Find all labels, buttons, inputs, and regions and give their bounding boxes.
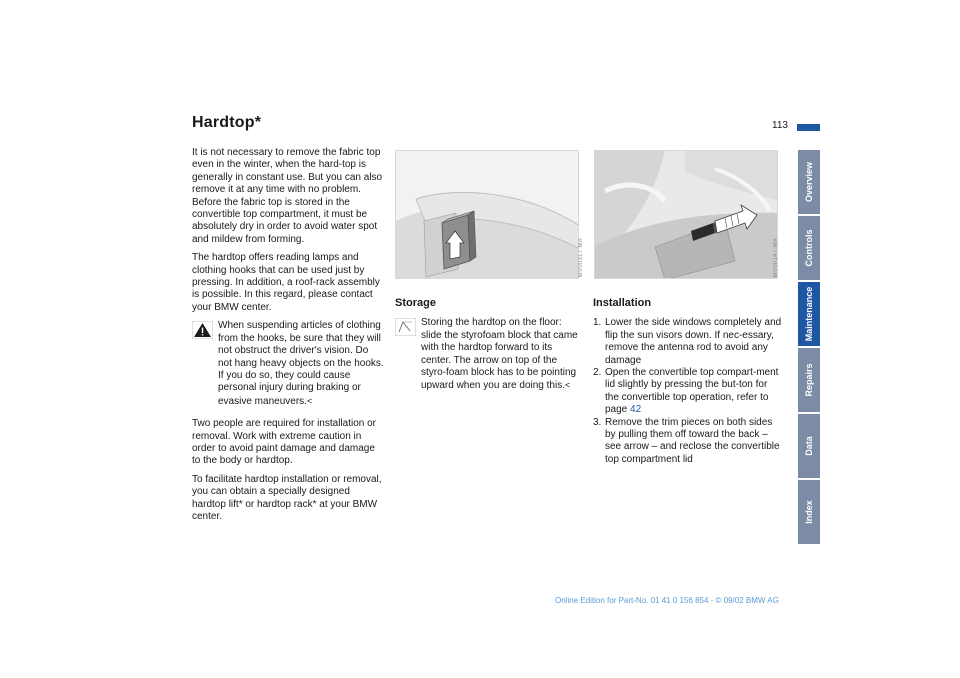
trim-removal-illustration — [595, 151, 778, 279]
step-text: Open the convertible top compart-ment lid slightly by pressing the but-ton for the convertible top operation, refer to page — [605, 367, 779, 416]
tab-label: Data — [804, 436, 814, 456]
tab-index[interactable] — [798, 480, 820, 544]
intro-column — [192, 147, 384, 529]
storage-section — [395, 297, 583, 399]
end-mark: < — [306, 395, 313, 406]
step-number: 2. — [593, 367, 602, 379]
warning-text: When suspending articles of clothing from the hooks, be sure that they will not obstruct the driver's vision. Do not hang heavy objects on the hooks. If you do so, they could cause personal injury during braking or evasive maneuvers. — [218, 320, 384, 407]
installation-step — [593, 367, 783, 417]
step-number: 1. — [593, 317, 602, 329]
step-text: Remove the trim pieces on both sides by pulling them off toward the back – see arrow – and reclose the convertible top compartment lid — [605, 416, 780, 465]
tab-maintenance[interactable] — [798, 282, 820, 346]
hardtop-storage-illustration — [396, 151, 579, 279]
tab-repairs[interactable] — [798, 348, 820, 412]
storage-note — [395, 317, 583, 392]
step-number: 3. — [593, 416, 602, 428]
storage-figure — [395, 150, 579, 279]
note-icon — [395, 318, 416, 336]
step-text: Lower the side windows completely and flip the sun visors down. If nec-essary, remove the antenna rod to avoid any damage — [605, 317, 782, 366]
page-marker — [797, 124, 820, 131]
tab-label: Repairs — [804, 363, 814, 397]
warning-note — [192, 320, 384, 408]
styrofoam-block — [442, 211, 476, 269]
storage-heading: Storage — [395, 297, 436, 309]
installation-heading: Installation — [593, 297, 652, 309]
end-mark: < — [564, 380, 571, 391]
figure-code: MV00317 MA — [578, 238, 584, 278]
page-title: Hardtop* — [192, 114, 262, 131]
page-reference-link[interactable]: 42 — [630, 404, 642, 416]
safety-paragraph: Two people are required for installation or removal. Work with extreme caution in order to avoid paint damage and damage to the body or hardtop. — [192, 418, 376, 467]
installation-step — [593, 317, 783, 367]
footer-edition: Online Edition for Part-No. 01 41 0 156 854 - © 09/02 BMW AG — [555, 596, 779, 605]
figure-code: MV00147 MA — [773, 238, 779, 278]
tab-label: Controls — [804, 229, 814, 267]
tab-overview[interactable] — [798, 150, 820, 214]
tab-controls[interactable] — [798, 216, 820, 280]
lift-paragraph: To facilitate hardtop installation or removal, you can obtain a specially designed hardtop lift* or hardtop rack* at your BMW center. — [192, 473, 382, 522]
storage-text: Storing the hardtop on the floor: slide the styrofoam block that came with the hardtop forward to its center. The arrow on top of the styro-foam block has to be pointing upward when you are doing this. — [421, 317, 578, 392]
warning-triangle-icon — [192, 321, 213, 339]
page-number: 113 — [772, 120, 788, 131]
tab-label: Index — [804, 500, 814, 524]
installation-figure — [594, 150, 778, 279]
tab-data[interactable] — [798, 414, 820, 478]
intro-paragraph: It is not necessary to remove the fabric top even in the winter, when the hard-top is generally in constant use. But you can also remove it at any time with no problem. Before the fabric top is stored in the convertible top compartment, it must be absolutely dry in order to avoid water spot and mildew from forming. — [192, 147, 383, 245]
installation-steps — [593, 317, 783, 466]
installation-section — [593, 297, 783, 466]
installation-step — [593, 417, 783, 467]
tab-label: Overview — [804, 161, 814, 203]
tab-label: Maintenance — [804, 286, 814, 342]
features-paragraph: The hardtop offers reading lamps and clothing hooks that can be used just by pressing. In addition, a roof-rack assembly is possible. In this regard, please contact your BMW center. — [192, 252, 380, 313]
